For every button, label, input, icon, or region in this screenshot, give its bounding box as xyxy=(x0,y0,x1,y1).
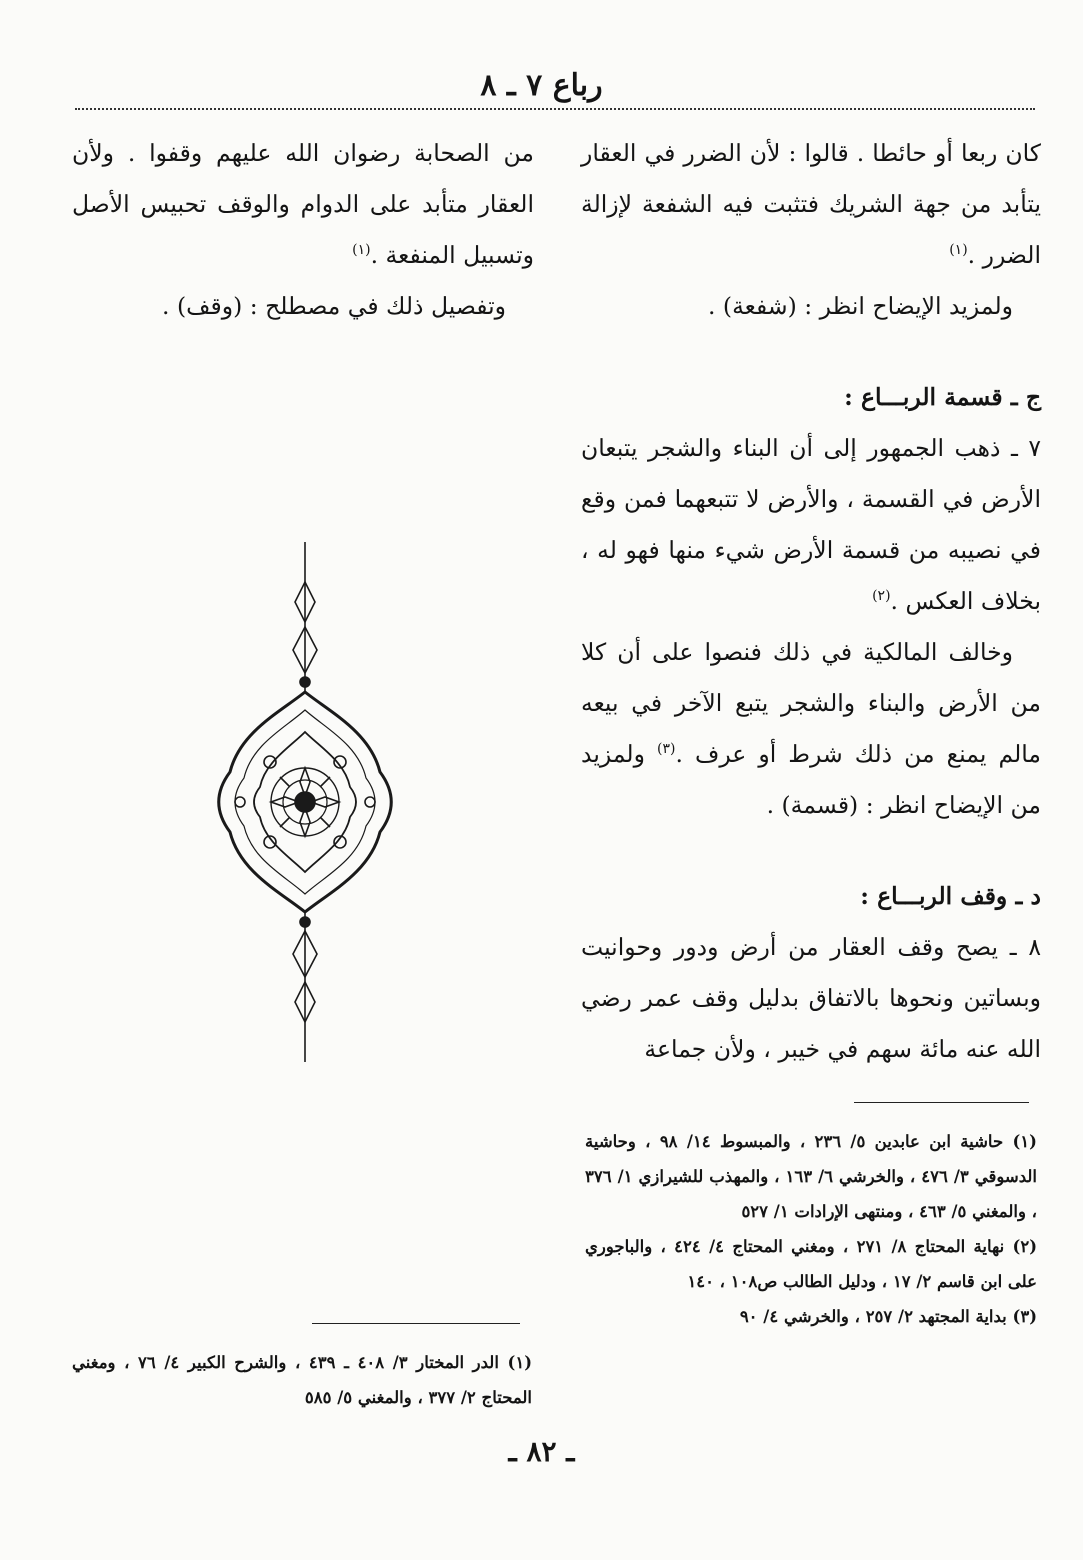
footnotes-right xyxy=(585,1124,1037,1334)
footnote: (١) حاشية ابن عابدين ٥/ ٢٣٦ ، والمبسوط ١٤/ ٩٨ ، وحاشية الدسوقي ٣/ ٤٧٦ ، والخرشي ٦/ ١٦٣ ، والمهذب للشيرازي ١/ ٣٧٦ ، والمغني ٥/ ٤٦٣ ، ومنتهى الإرادات ١/ ٥٢٧ xyxy=(585,1132,1037,1221)
footnote-separator xyxy=(854,1102,1029,1103)
paragraph-text: ٧ ـ ذهب الجمهور إلى أن البناء والشجر يتبعان الأرض في القسمة ، والأرض لا تتبعهما فمن وقع في نصيبه من قسمة الأرض شيء منها فهو له ، بخلاف العكس . xyxy=(581,434,1041,615)
paragraph xyxy=(581,423,1041,627)
page-header: رباع ٧ ـ ٨ xyxy=(480,68,603,103)
footnote-marker: (١) xyxy=(949,242,968,259)
paragraph-text: من الصحابة رضوان الله عليهم وقفوا . ولأن العقار متأبد على الدوام والوقف تحبيس الأصل وتسبيل المنفعة . xyxy=(72,139,534,269)
footnote: (٢) نهاية المحتاج ٨/ ٢٧١ ، ومغني المحتاج ٤/ ٤٢٤ ، والباجوري على ابن قاسم ٢/ ١٧ ، ودليل الطالب ص١٠٨ ، ١٤٠ xyxy=(585,1237,1037,1291)
footnote: (١) الدر المختار ٣/ ٤٠٨ ـ ٤٣٩ ، والشرح الكبير ٤/ ٧٦ ، ومغني المحتاج ٢/ ٣٧٧ ، والمغني ٥/ ٥٨٥ xyxy=(72,1353,533,1407)
paragraph: وتفصيل ذلك في مصطلح : (وقف) . xyxy=(162,292,506,320)
paragraph xyxy=(581,128,1041,281)
paragraph xyxy=(72,128,534,281)
paragraph-text: ولمزيد من الإيضاح انظر : (قسمة) . xyxy=(581,740,1041,819)
right-column xyxy=(581,128,1041,1075)
footnote: (٣) بداية المجتهد ٢/ ٢٥٧ ، والخرشي ٤/ ٩٠ xyxy=(739,1307,1037,1326)
header-dotted-rule xyxy=(75,108,1035,110)
paragraph-text: وخالف المالكية في ذلك فنصوا على أن كلا من الأرض والبناء والشجر يتبع الآخر في بيعه مالم يمنع من ذلك شرط أو عرف . xyxy=(581,638,1041,768)
paragraph: ولمزيد الإيضاح انظر : (شفعة) . xyxy=(707,292,1013,320)
footnote-separator xyxy=(312,1323,520,1324)
paragraph: ٨ ـ يصح وقف العقار من أرض ودور وحوانيت وبساتين ونحوها بالاتفاق بدليل وقف عمر رضي الله عنه مائة سهم في خيبر ، ولأن جماعة xyxy=(581,933,1041,1063)
left-column xyxy=(72,128,534,332)
paragraph-text: كان ربعا أو حائطا . قالوا : لأن الضرر في العقار يتأبد من جهة الشريك فتثبت فيه الشفعة لإزالة الضرر . xyxy=(581,139,1041,269)
page-number: ـ ٨٢ ـ xyxy=(508,1435,575,1468)
section-heading: ج ـ قسمة الربـــاع : xyxy=(844,383,1041,411)
footnote-marker: (٢) xyxy=(872,588,891,605)
footnotes-left xyxy=(72,1345,532,1415)
decorative-ornament xyxy=(210,542,400,1062)
footnote-marker: (٣) xyxy=(656,741,676,758)
footnote-marker: (١) xyxy=(352,242,371,259)
section-heading: د ـ وقف الربـــاع : xyxy=(860,882,1041,910)
paragraph xyxy=(581,627,1041,831)
